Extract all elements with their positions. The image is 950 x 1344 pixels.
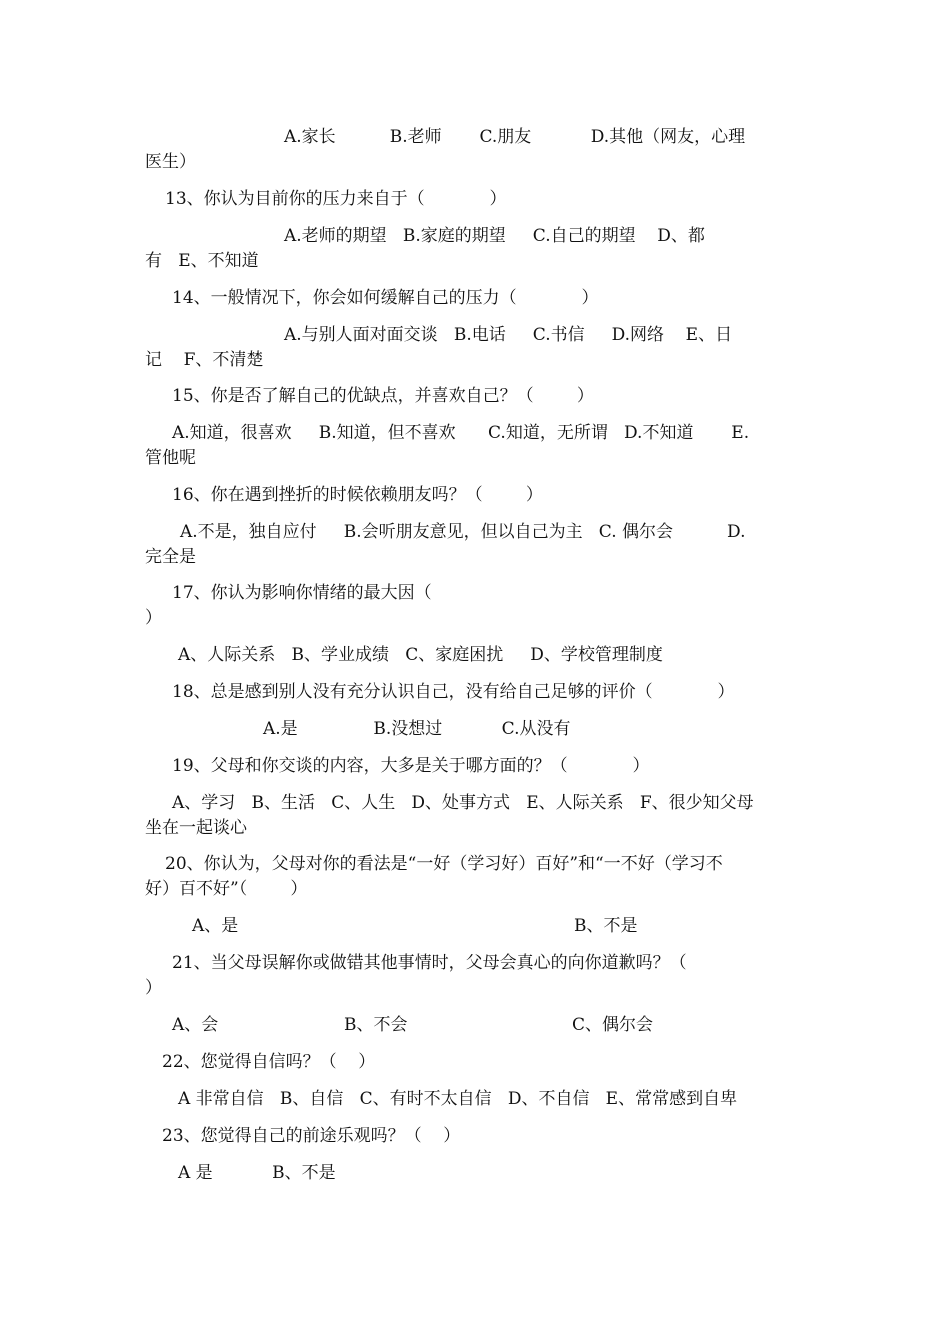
q15-question: 15、你是否了解自己的优缺点，并喜欢自己？（ ） bbox=[172, 386, 594, 406]
q22-options: A 非常自信 B、自信 C、有时不太自信 D、不自信 E、常常感到自卑 bbox=[178, 1089, 738, 1109]
q21-question-cont: ） bbox=[145, 978, 162, 998]
q13-options-cont: 有 E、不知道 bbox=[145, 251, 259, 271]
q13-options: A.老师的期望 B.家庭的期望 C.自己的期望 D、都 bbox=[284, 226, 705, 246]
q21-option-a: A、会 bbox=[172, 1015, 219, 1035]
q23-options: A 是 B、不是 bbox=[178, 1163, 336, 1183]
q14-options-cont: 记 F、不清楚 bbox=[145, 350, 264, 370]
q12-options-cont: 医生） bbox=[145, 152, 196, 172]
q15-options-cont: 管他呢 bbox=[145, 448, 196, 468]
q18-options: A.是 B.没想过 C.从没有 bbox=[263, 719, 571, 739]
q17-options: A、人际关系 B、学业成绩 C、家庭困扰 D、学校管理制度 bbox=[178, 645, 663, 665]
q13-question: 13、你认为目前你的压力来自于（ ） bbox=[165, 189, 507, 209]
q19-options-cont: 坐在一起谈心 bbox=[145, 818, 247, 838]
q14-question: 14、一般情况下，你会如何缓解自己的压力（ ） bbox=[172, 288, 599, 308]
q20-option-b: B、不是 bbox=[574, 916, 638, 936]
q21-option-b: B、不会 bbox=[344, 1015, 408, 1035]
q21-question: 21、当父母误解你或做错其他事情时，父母会真心的向你道歉吗？（ bbox=[172, 953, 687, 973]
q20-question-cont: 好）百不好”（ ） bbox=[145, 879, 308, 899]
q16-options: A.不是，独自应付 B.会听朋友意见，但以自己为主 C. 偶尔会 D. bbox=[180, 522, 746, 542]
q17-question: 17、你认为影响你情绪的最大因（ bbox=[172, 583, 432, 603]
q12-options: A.家长 B.老师 C.朋友 D.其他（网友，心理 bbox=[284, 127, 746, 147]
q21-option-c: C、偶尔会 bbox=[572, 1015, 654, 1035]
q20-question: 20、你认为，父母对你的看法是“一好（学习好）百好”和“一不好（学习不 bbox=[165, 854, 723, 874]
q19-options: A、学习 B、生活 C、人生 D、处事方式 E、人际关系 F、很少知父母 bbox=[172, 793, 754, 813]
q15-options: A.知道，很喜欢 B.知道，但不喜欢 C.知道，无所谓 D.不知道 E. bbox=[172, 423, 750, 443]
q16-options-cont: 完全是 bbox=[145, 547, 196, 567]
q16-question: 16、你在遇到挫折的时候依赖朋友吗？（ ） bbox=[172, 485, 543, 505]
q19-question: 19、父母和你交谈的内容，大多是关于哪方面的？（ ） bbox=[172, 756, 650, 776]
q18-question: 18、总是感到别人没有充分认识自己，没有给自己足够的评价（ ） bbox=[172, 682, 735, 702]
q17-question-cont: ） bbox=[145, 608, 162, 628]
q14-options: A.与别人面对面交谈 B.电话 C.书信 D.网络 E、日 bbox=[284, 325, 733, 345]
q23-question: 23、您觉得自己的前途乐观吗？（ ） bbox=[162, 1126, 461, 1146]
q22-question: 22、您觉得自信吗？（ ） bbox=[162, 1052, 376, 1072]
q20-option-a: A、是 bbox=[192, 916, 239, 936]
